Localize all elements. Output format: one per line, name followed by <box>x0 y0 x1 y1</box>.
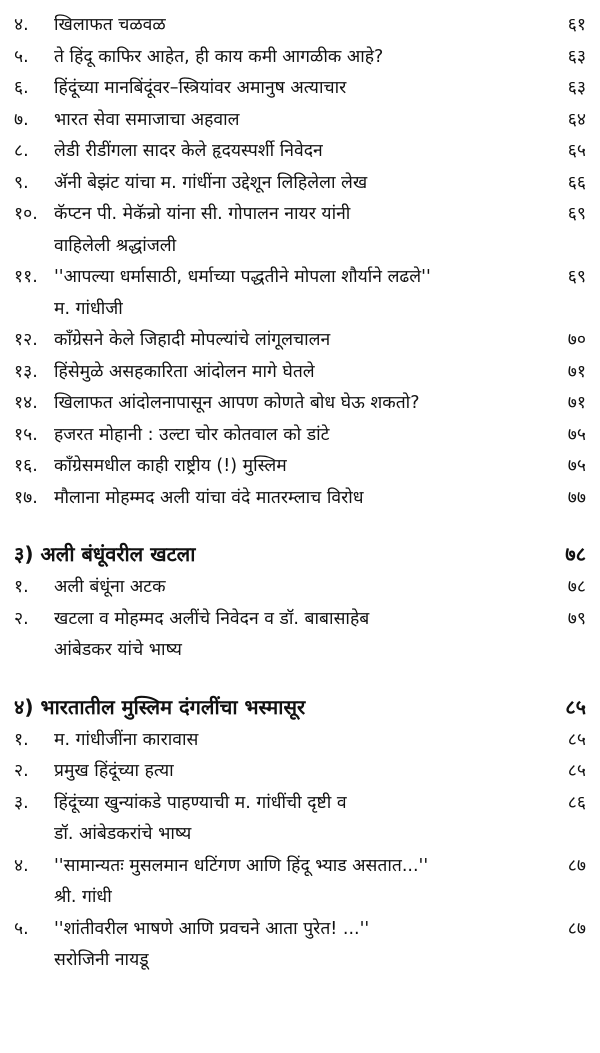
entry-title-line: मौलाना मोहम्मद अली यांचा वंदे मातरम्लाच विरोध <box>54 487 364 508</box>
entry-number: ११. <box>14 267 38 287</box>
entry-title-line: खिलाफत आंदोलनापासून आपण कोणते बोध घेऊ शकतो? <box>54 393 420 413</box>
entry-number: ८. <box>14 141 29 161</box>
toc-entry <box>14 388 586 420</box>
entry-page-number: ७९ <box>567 608 586 629</box>
entry-number: २. <box>14 761 29 781</box>
entry-page-number: ६५ <box>567 141 586 161</box>
entry-page-number: ८५ <box>567 761 586 781</box>
entry-number: ९. <box>14 172 29 193</box>
entry-page-number: ८६ <box>567 792 586 813</box>
entry-number: १३. <box>14 361 38 382</box>
entry-title <box>54 262 542 325</box>
section-page-number: ८५ <box>565 694 586 719</box>
entry-title-line: हजरत मोहानी : उल्टा चोर कोतवाल को डांटे <box>54 424 330 445</box>
entry-title-line: अली बंधूंना अटक <box>54 577 166 597</box>
toc-entry <box>14 357 586 389</box>
entry-page-number: ७५ <box>567 456 586 476</box>
entry-number: १४. <box>14 393 38 413</box>
entry-title <box>54 572 542 604</box>
entry-number: १०. <box>14 204 38 224</box>
entry-page-number: ६४ <box>567 109 586 130</box>
entry-title <box>54 604 542 667</box>
entry-title <box>54 788 542 851</box>
entry-title-line: हिंसेमुळे असहकारिता आंदोलन मागे घेतले <box>54 361 315 382</box>
entry-title <box>54 483 542 515</box>
entry-number: १६. <box>14 456 38 476</box>
entry-title <box>54 756 542 788</box>
toc-entry <box>14 325 586 357</box>
entry-title-line: लेडी रीडींगला सादर केले हृदयस्पर्शी निवेदन <box>54 141 323 161</box>
entry-number: ७. <box>14 109 29 130</box>
entry-page-number: ७५ <box>567 424 586 445</box>
entry-title <box>54 325 542 357</box>
entry-page-number: ७० <box>567 330 586 350</box>
toc-group-section-4 <box>14 725 586 977</box>
entry-title-line: हिंदूंच्या खुन्यांकडे पाहण्याची म. गांधींची दृष्टी व <box>54 792 347 813</box>
entry-title <box>54 451 542 483</box>
toc-entry <box>14 851 586 914</box>
toc-entry <box>14 756 586 788</box>
entry-title <box>54 914 542 977</box>
toc-entry <box>14 262 586 325</box>
entry-title-line: आंबेडकर यांचे भाष्य <box>54 640 182 660</box>
entry-title <box>54 851 542 914</box>
toc-entry <box>14 136 586 168</box>
entry-page-number: ८७ <box>567 918 586 939</box>
toc-entry <box>14 725 586 757</box>
entry-page-number: ६९ <box>567 204 586 224</box>
entry-page-number: ७७ <box>567 487 586 508</box>
toc-entry <box>14 788 586 851</box>
entry-title-line: हिंदूंच्या मानबिंदूंवर–स्त्रियांवर अमानुष अत्याचार <box>54 78 347 98</box>
toc-entry <box>14 420 586 452</box>
entry-title <box>54 388 542 420</box>
entry-page-number: ७१ <box>567 393 586 413</box>
entry-number: १५. <box>14 424 38 445</box>
entry-title-line: कॅप्टन पी. मेकॅन्रो यांना सी. गोपालन नायर यांनी <box>54 204 351 224</box>
section-title: ३) अली बंधूंवरील खटला <box>14 542 196 566</box>
entry-title-line: वाहिलेली श्रद्धांजली <box>54 235 177 256</box>
entry-title <box>54 725 542 757</box>
entry-title-line: खटला व मोहम्मद अलींचे निवेदन व डॉ. बाबासाहेब <box>54 608 370 629</box>
entry-title <box>54 73 542 105</box>
entry-page-number: ६३ <box>567 46 586 67</box>
entry-title <box>54 105 542 137</box>
entry-title-line: ते हिंदू काफिर आहेत, ही काय कमी आगळीक आहे? <box>54 46 384 67</box>
entry-title <box>54 42 542 74</box>
section-heading <box>14 691 586 723</box>
entry-title-line: भारत सेवा समाजाचा अहवाल <box>54 109 240 130</box>
entry-number: ५. <box>14 46 29 67</box>
toc-entry <box>14 451 586 483</box>
toc-entry <box>14 483 586 515</box>
entry-page-number: ७८ <box>567 577 586 597</box>
entry-title <box>54 357 542 389</box>
entry-title-line: ॲनी बेझंट यांचा म. गांधींना उद्देशून लिहिलेला लेख <box>54 172 368 193</box>
entry-title-line: ''सामान्यतः मुसलमान धटिंगण आणि हिंदू भ्याड असतात...'' <box>54 855 429 876</box>
entry-title-line: सरोजिनी नायडू <box>54 950 149 970</box>
entry-number: १७. <box>14 487 38 508</box>
toc-entry <box>14 604 586 667</box>
entry-page-number: ६६ <box>567 172 586 193</box>
entry-title <box>54 420 542 452</box>
entry-title-line: म. गांधीजी <box>54 298 123 319</box>
toc-group-1 <box>14 10 586 514</box>
toc-entry <box>14 168 586 200</box>
toc-entry <box>14 572 586 604</box>
toc-entry <box>14 914 586 977</box>
entry-page-number: ६३ <box>567 78 586 98</box>
toc-entry <box>14 105 586 137</box>
entry-title-line: प्रमुख हिंदूंच्या हत्या <box>54 761 174 781</box>
entry-title <box>54 199 542 262</box>
entry-title-line: श्री. गांधी <box>54 887 112 907</box>
entry-title-line: ''आपल्या धर्मासाठी, धर्माच्या पद्धतीने मोपला शौर्याने लढले'' <box>54 267 431 287</box>
entry-page-number: ७१ <box>567 361 586 382</box>
section-page-number: ७८ <box>565 542 586 566</box>
entry-number: १. <box>14 729 29 750</box>
entry-page-number: ८५ <box>567 729 586 750</box>
entry-number: ४. <box>14 15 29 35</box>
entry-title <box>54 136 542 168</box>
entry-number: १. <box>14 577 29 597</box>
entry-page-number: ८७ <box>567 855 586 876</box>
entry-title-line: खिलाफत चळवळ <box>54 15 166 35</box>
entry-number: ४. <box>14 855 29 876</box>
entry-title-line: डॉ. आंबेडकरांचे भाष्य <box>54 824 192 844</box>
section-heading <box>14 538 586 570</box>
toc-entry <box>14 42 586 74</box>
section-title: ४) भारतातील मुस्लिम दंगलींचा भस्मासूर <box>14 694 306 719</box>
entry-title <box>54 10 542 42</box>
entry-title-line: कॉंग्रेसमधील काही राष्ट्रीय (!) मुस्लिम <box>54 456 287 476</box>
entry-title <box>54 168 542 200</box>
toc-group-section-3 <box>14 572 586 667</box>
entry-number: १२. <box>14 330 38 350</box>
entry-number: ६. <box>14 78 29 98</box>
entry-number: ५. <box>14 918 29 939</box>
entry-number: २. <box>14 608 29 629</box>
entry-title-line: कॉंग्रेसने केले जिहादी मोपल्यांचे लांगूलचालन <box>54 330 331 350</box>
toc-entry <box>14 10 586 42</box>
entry-page-number: ६१ <box>567 15 586 35</box>
entry-number: ३. <box>14 792 29 813</box>
entry-page-number: ६९ <box>567 267 586 287</box>
toc-entry <box>14 199 586 262</box>
entry-title-line: म. गांधीजींना कारावास <box>54 729 199 750</box>
toc-entry <box>14 73 586 105</box>
entry-title-line: ''शांतीवरील भाषणे आणि प्रवचने आता पुरेत! ...'' <box>54 918 370 939</box>
